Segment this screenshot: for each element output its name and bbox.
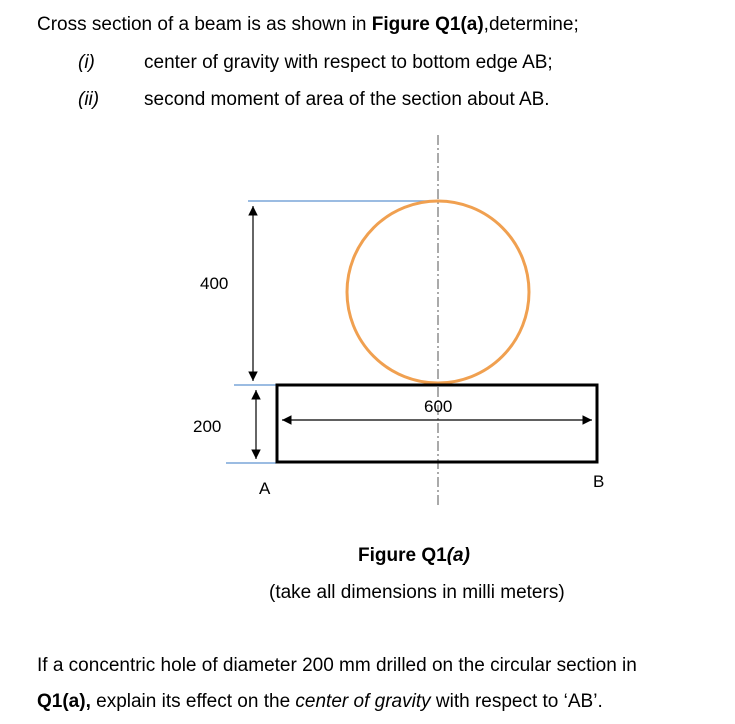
figure-reference: Figure Q1(a) (371, 14, 484, 35)
part-i-text: center of gravity with respect to bottom edge AB; (144, 52, 553, 73)
followup-line-2: Q1(a), explain its effect on the center of gravity with respect to ‘AB’. (37, 691, 603, 712)
units-note: (take all dimensions in milli meters) (269, 582, 565, 603)
dim-400-label: 400 (200, 274, 229, 293)
figure-caption: Figure Q1(a) (358, 545, 470, 566)
question-intro: Cross section of a beam is as shown in Figure Q1(a),determine; (37, 14, 579, 35)
dim-600-label: 600 (424, 397, 453, 416)
part-i-label: (i) (78, 52, 95, 73)
part-ii-label: (ii) (78, 89, 100, 110)
dim-200-label: 200 (193, 417, 222, 436)
point-a-label: A (259, 479, 271, 498)
part-ii-text: second moment of area of the section about AB. (144, 89, 550, 110)
emphasized-term: center of gravity (295, 691, 431, 712)
point-b-label: B (593, 472, 605, 491)
followup-line-1: If a concentric hole of diameter 200 mm drilled on the circular section in (37, 655, 637, 676)
